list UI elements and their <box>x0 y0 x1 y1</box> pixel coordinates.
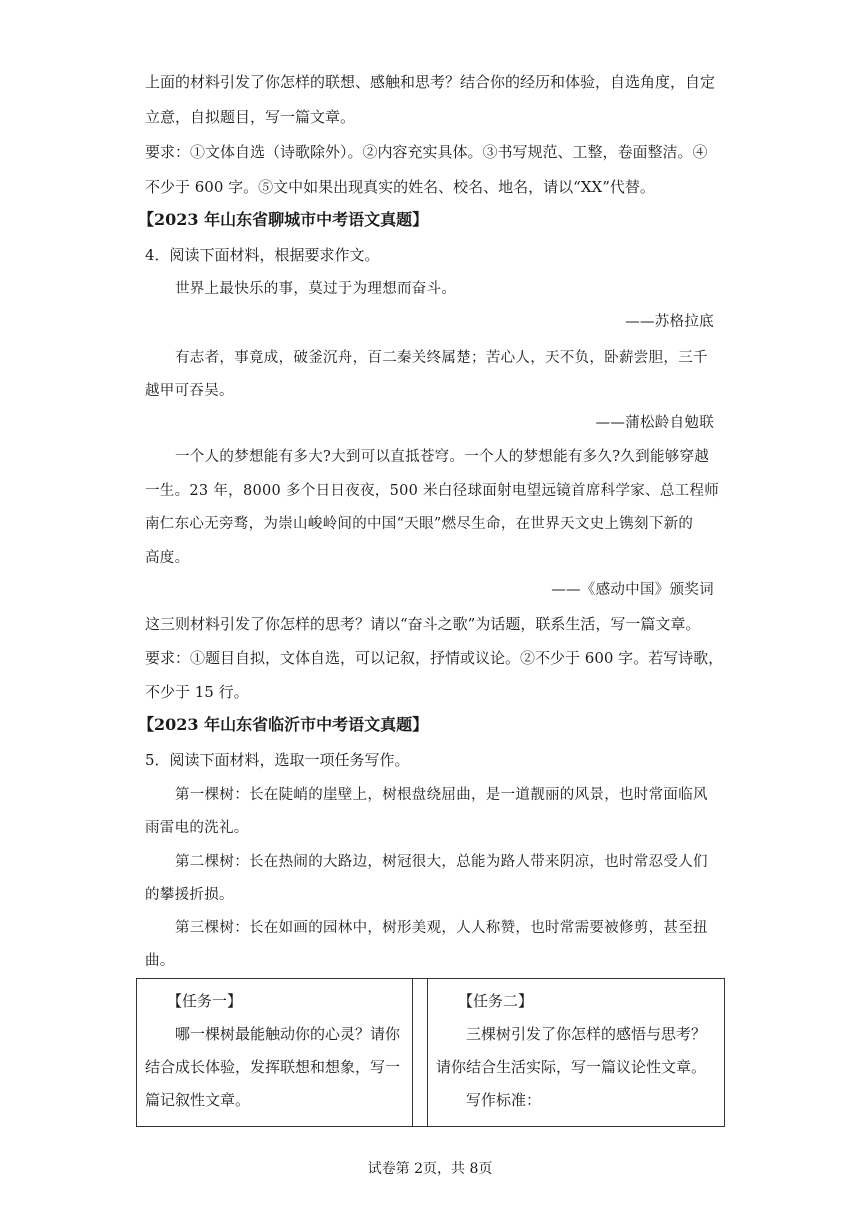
task-two-line: 请你结合生活实际，写一篇议论性文章。 <box>436 1058 707 1076</box>
task-one-line: 结合成长体验，发挥联想和想象，写一 <box>145 1058 401 1076</box>
task-one-cell <box>137 979 413 1127</box>
tree-text: 第一棵树：长在陡峭的崖壁上，树根盘绕屈曲，是一道靓丽的风景，也时常面临风 <box>175 787 708 803</box>
task-table <box>136 978 725 1127</box>
question-prompt: 5．阅读下面材料，选取一项任务写作。 <box>145 751 410 769</box>
task-text: 不少于 15 行。 <box>145 683 249 701</box>
table-divider <box>413 979 428 1127</box>
task-one-line: 哪一棵树最能触动你的心灵？请你 <box>175 1025 401 1043</box>
quote-text: 一个人的梦想能有多大?大到可以直抵苍穹。一个人的梦想能有多久?久到能够穿越 <box>175 449 710 465</box>
section-heading: 【2023 年山东省临沂市中考语文真题】 <box>138 715 429 734</box>
task-text: 要求：①题目自拟，文体自选，可以记叙，抒情或议论。②不少于 600 字。若写诗歌， <box>145 649 724 667</box>
task-one-line: 篇记叙性文章。 <box>145 1091 251 1109</box>
quote-source: ——蒲松龄自勉联 <box>595 415 714 431</box>
intro-line: 不少于 600 字。⑤文中如果出现真实的姓名、校名、地名，请以“XX”代替。 <box>145 178 655 196</box>
task-text: 这三则材料引发了你怎样的思考？请以“奋斗之歌”为话题，联系生活，写一篇文章。 <box>145 615 701 633</box>
quote-text: 世界上最快乐的事，莫过于为理想而奋斗。 <box>175 281 457 297</box>
quote-text: 南仁东心无旁骛，为崇山峻岭间的中国“天眼”燃尽生命，在世界天文史上镌刻下新的 <box>145 516 694 532</box>
quote-source: ——《感动中国》颁奖词 <box>551 582 714 598</box>
quote-text: 高度。 <box>145 550 190 566</box>
tree-text: 曲。 <box>145 953 175 969</box>
intro-line: 要求：①文体自选（诗歌除外）。②内容充实具体。③书写规范、工整，卷面整洁。④ <box>145 143 708 161</box>
task-two-cell <box>428 979 725 1127</box>
tree-text: 的攀援折损。 <box>145 887 234 903</box>
intro-line: 立意，自拟题目，写一篇文章。 <box>145 108 356 126</box>
page-footer: 试卷第 2页，共 8页 <box>367 1161 493 1177</box>
question-prompt: 4．阅读下面材料，根据要求作文。 <box>145 246 380 264</box>
task-one-title: 【任务一】 <box>167 992 243 1010</box>
quote-text: 有志者，事竟成，破釜沉舟，百二秦关终属楚；苦心人，天不负，卧薪尝胆，三千 <box>175 350 708 366</box>
section-heading: 【2023 年山东省聊城市中考语文真题】 <box>138 210 429 229</box>
task-two-line: 三棵树引发了你怎样的感悟与思考？ <box>466 1025 707 1043</box>
intro-line: 上面的材料引发了你怎样的联想、感触和思考？结合你的经历和体验，自选角度，自定 <box>145 73 716 91</box>
tree-text: 第二棵树：长在热闹的大路边，树冠很大，总能为路人带来阴凉，也时常忍受人们 <box>175 854 708 870</box>
task-two-title: 【任务二】 <box>458 992 534 1010</box>
quote-source: ——苏格拉底 <box>625 314 714 330</box>
task-two-line: 写作标准： <box>466 1091 542 1109</box>
tree-text: 雨雷电的洗礼。 <box>145 820 249 836</box>
quote-text: 越甲可吞吴。 <box>145 383 234 399</box>
quote-text: 一生。23 年，8000 多个日日夜夜，500 米白径球面射电望远镜首席科学家、总工程师 <box>145 483 720 499</box>
tree-text: 第三棵树：长在如画的园林中，树形美观，人人称赞，也时常需要被修剪，甚至扭 <box>175 920 708 936</box>
